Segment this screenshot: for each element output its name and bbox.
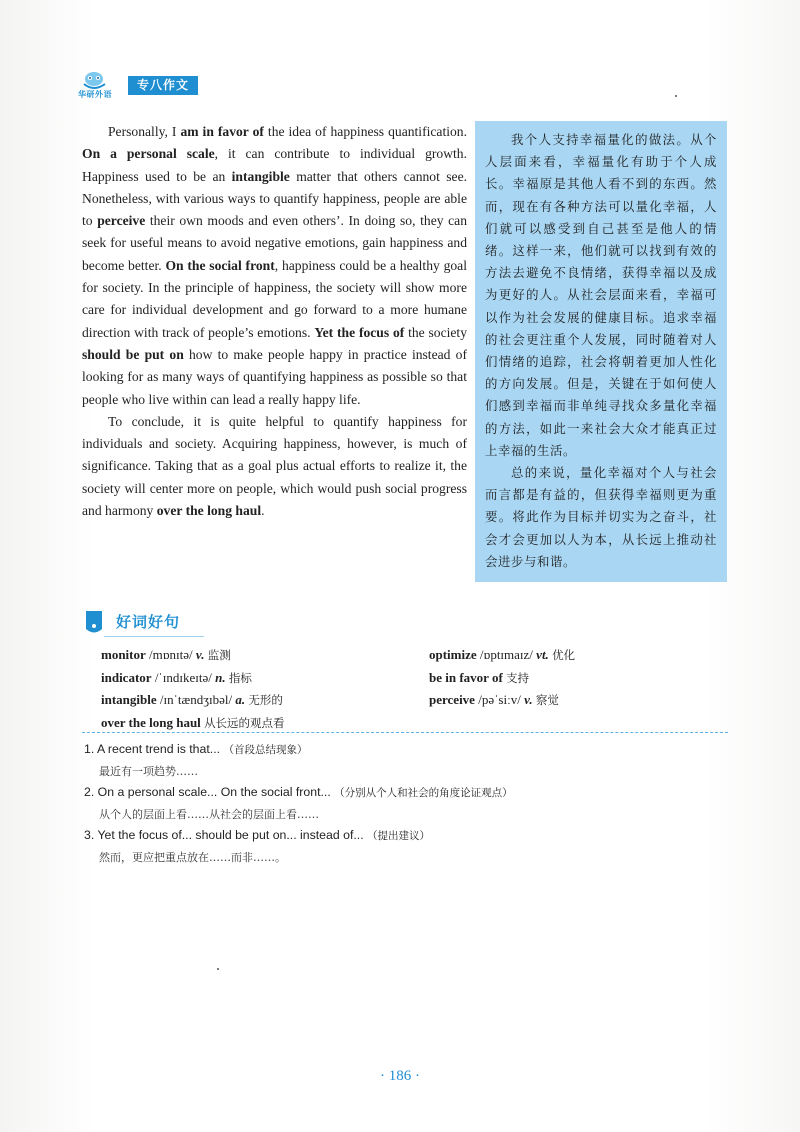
vocab-underline — [104, 636, 204, 637]
vocab-part-of-speech: n. — [215, 669, 226, 685]
vocab-part-of-speech: a. — [235, 692, 246, 707]
speck — [217, 968, 219, 970]
essay-text: , happiness could be a healthy goal for society. In the principle of happiness, the society will show more care for individual development and go forward to a more humane direction with track of people’s emotions. — [82, 257, 467, 340]
vocab-word: monitor — [101, 647, 146, 662]
logo-text: 华研外语 — [78, 90, 112, 99]
section-divider — [82, 732, 728, 733]
vocab-word: be in favor of — [429, 669, 503, 685]
bookmark-icon — [84, 609, 104, 635]
essay-text: how to make people happy in practice instead of looking for as many ways of quantifying happiness as possible so that people who live within can lead a really happy life. — [82, 346, 467, 407]
key-phrase: perceive — [97, 213, 146, 229]
key-phrase: On the social front — [165, 257, 275, 273]
vocab-meaning: 监测 — [207, 648, 231, 662]
vocab-entry — [101, 712, 411, 735]
vocab-entry — [429, 667, 729, 690]
sentence-text: 1. A recent trend is that... — [84, 742, 224, 756]
sentence-pattern — [84, 739, 724, 761]
vocab-phonetic: /pəˈsiːv/ — [478, 692, 521, 707]
essay-paragraph-1 — [82, 121, 467, 411]
essay-text: the society — [404, 324, 467, 340]
key-phrase: should be put on — [82, 346, 184, 362]
vocab-part-of-speech: v. — [195, 647, 205, 662]
sentence-text: 2. On a personal scale... On the social front... — [84, 785, 335, 799]
translation-paragraph-1: 我个人支持幸福量化的做法。从个人层面来看，幸福量化有助于个人成长。幸福原是其他人看不到的东西。然而，现在有各种方法可以量化幸福，人们就可以感受到自己甚至是他人的情绪。这样一来，他们就可以找到有效的方法去避免不良情绪，获得幸福以及成为更好的人。从社会层面来看，幸福可以作为社会发展的健康目标。追求幸福的社会更注重个人发展，同时随着对人们情绪的追踪，社会将朝着更加人性化的方向发展。但是，关键在于如何使人们感到幸福而非单纯寻找众多量化幸福的方法，如此一来社会大众才能真正过上幸福的生活。 — [485, 132, 717, 458]
sentence-note: （首段总结现象） — [223, 744, 308, 756]
vocab-word: intangible — [101, 692, 157, 707]
page-number: · 186 · — [380, 1068, 420, 1084]
translation-box — [475, 121, 727, 582]
vocab-column-left — [101, 644, 411, 734]
essay-text: Personally, I — [108, 124, 181, 139]
vocab-word: optimize — [429, 647, 477, 662]
sentence-text: 3. Yet the focus of... should be put on... instead of... — [84, 828, 368, 842]
vocab-column-right — [429, 644, 729, 712]
key-phrase: On a personal scale — [82, 146, 215, 162]
vocab-entry — [101, 667, 411, 690]
essay-text: , it can contribute to individual growth. Happiness used to be an — [82, 146, 467, 184]
sentence-pattern — [84, 825, 724, 847]
vocab-meaning: 支持 — [506, 670, 530, 685]
essay-body — [82, 121, 467, 522]
vocab-section-title: 好词好句 — [116, 613, 181, 631]
essay-text: their own moods and even others’. In doing so, they can seek for useful means to avoid negative emotions, gain happiness and become better. — [82, 213, 467, 273]
section-tag: 专八作文 — [128, 76, 198, 95]
vocab-meaning: 指标 — [228, 670, 252, 685]
vocab-part-of-speech: v. — [524, 692, 533, 707]
key-phrase: over the long haul — [156, 503, 262, 519]
vocab-entry — [429, 644, 729, 667]
essay-text: . — [261, 503, 265, 519]
vocab-meaning: 优化 — [552, 648, 576, 662]
vocab-meaning: 察觉 — [535, 693, 559, 707]
vocab-part-of-speech: vt. — [536, 647, 549, 662]
key-phrase: am in favor of — [180, 124, 264, 139]
vocab-phonetic: /ˈɪndɪkeɪtə/ — [154, 669, 212, 685]
essay-text: To conclude, it is quite helpful to quantify happiness for individuals and society. Acquiring happiness, however, is much of significance. Taking that as a goal plus actual efforts to realize it, the society will center more on people, which would push social progress and harmony — [82, 413, 467, 519]
sentence-note: （提出建议） — [367, 830, 431, 842]
vocab-entry — [429, 689, 729, 712]
vocab-word: perceive — [429, 692, 475, 707]
vocab-phonetic: /ɪnˈtændʒɪbəl/ — [159, 692, 233, 707]
essay-paragraph-2 — [82, 411, 467, 522]
useful-sentences — [84, 739, 724, 868]
sentence-translation: 最近有一项趋势…… — [99, 765, 198, 778]
speck — [675, 95, 677, 97]
key-phrase: intangible — [231, 168, 290, 184]
sentence-translation: 从个人的层面上看……从社会的层面上看…… — [99, 808, 319, 821]
vocab-word: indicator — [101, 669, 152, 685]
vocab-meaning: 无形的 — [248, 693, 283, 707]
vocab-entry — [101, 689, 411, 712]
vocab-entry — [101, 644, 411, 667]
vocab-phonetic: /mɒnɪtə/ — [149, 647, 193, 662]
essay-text: the idea of happiness quantification. — [263, 124, 467, 139]
key-phrase: Yet the focus of — [314, 324, 405, 340]
page-number-value: 186 — [388, 1068, 412, 1084]
sentence-translation: 然而，更应把重点放在……而非……。 — [99, 851, 286, 864]
vocab-phonetic: /ɒptɪmaɪz/ — [479, 647, 533, 662]
sentence-note: （分别从个人和社会的角度论证观点） — [334, 787, 513, 799]
essay-text: matter that others cannot see. Nonetheless, with various ways to quantify happiness, people are able to — [82, 168, 468, 229]
vocab-word: over the long haul — [101, 714, 201, 730]
translation-paragraph-2: 总的来说，量化幸福对个人与社会而言都是有益的，但获得幸福则更为重要。将此作为目标并切实为之奋斗，社会才会更加以人为本，从长远上推动社会进步与和谐。 — [485, 465, 717, 569]
vocab-meaning: 从长远的观点看 — [204, 715, 285, 730]
sentence-pattern — [84, 782, 724, 804]
